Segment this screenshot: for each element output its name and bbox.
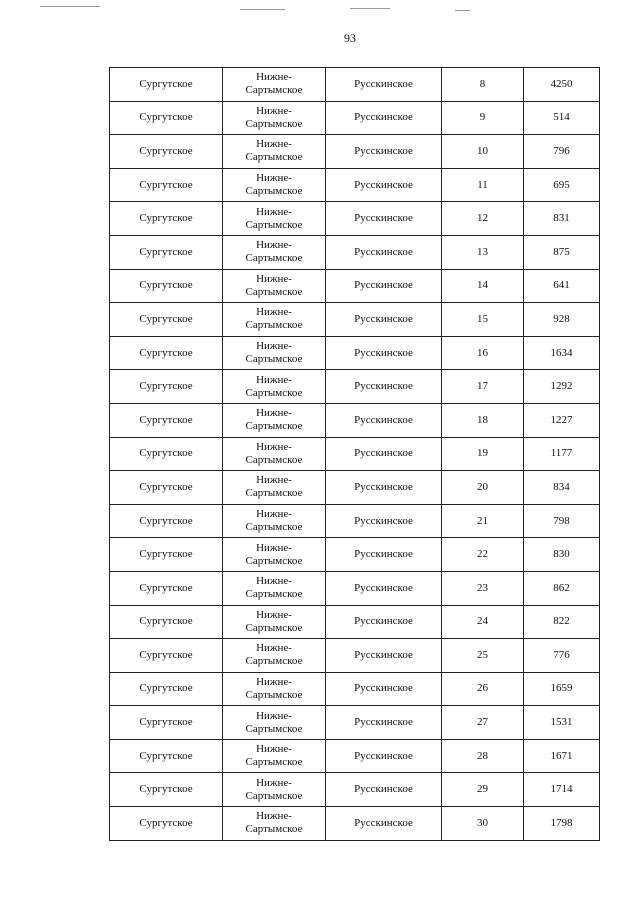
table-row: [110, 639, 600, 673]
cell-settlement: Нижне- Сартымское: [223, 807, 326, 841]
cell-area: 831: [524, 202, 600, 236]
cell-quarter: 16: [442, 336, 524, 370]
table-row: [110, 403, 600, 437]
cell-area: 1634: [524, 336, 600, 370]
cell-area: 1227: [524, 403, 600, 437]
cell-settlement: Нижне- Сартымское: [223, 269, 326, 303]
cell-area: 641: [524, 269, 600, 303]
cell-settlement: Нижне- Сартымское: [223, 235, 326, 269]
cell-settlement: Нижне- Сартымское: [223, 336, 326, 370]
cell-quarter: 27: [442, 706, 524, 740]
cell-settlement: Нижне- Сартымское: [223, 706, 326, 740]
cell-settlement: Нижне- Сартымское: [223, 471, 326, 505]
table-row: [110, 269, 600, 303]
cell-area: 862: [524, 571, 600, 605]
cell-district: Сургутское: [110, 773, 223, 807]
cell-forestry: Русскинское: [326, 739, 442, 773]
cell-quarter: 23: [442, 571, 524, 605]
scan-artifacts: [0, 0, 640, 20]
cell-quarter: 26: [442, 672, 524, 706]
cell-quarter: 11: [442, 168, 524, 202]
cell-area: 1671: [524, 739, 600, 773]
cell-district: Сургутское: [110, 571, 223, 605]
cell-quarter: 10: [442, 135, 524, 169]
table-row: [110, 303, 600, 337]
table-row: [110, 437, 600, 471]
cell-district: Сургутское: [110, 504, 223, 538]
cell-district: Сургутское: [110, 672, 223, 706]
cell-quarter: 8: [442, 68, 524, 102]
cell-quarter: 29: [442, 773, 524, 807]
cell-forestry: Русскинское: [326, 605, 442, 639]
cell-district: Сургутское: [110, 269, 223, 303]
cell-area: 1714: [524, 773, 600, 807]
cell-area: 834: [524, 471, 600, 505]
cell-forestry: Русскинское: [326, 336, 442, 370]
cell-district: Сургутское: [110, 807, 223, 841]
table-row: [110, 135, 600, 169]
cell-forestry: Русскинское: [326, 672, 442, 706]
cell-quarter: 25: [442, 639, 524, 673]
cell-quarter: 20: [442, 471, 524, 505]
cell-district: Сургутское: [110, 202, 223, 236]
cell-area: 875: [524, 235, 600, 269]
cell-area: 830: [524, 538, 600, 572]
cell-quarter: 15: [442, 303, 524, 337]
cell-quarter: 21: [442, 504, 524, 538]
cell-forestry: Русскинское: [326, 706, 442, 740]
table-row: [110, 336, 600, 370]
cell-area: 4250: [524, 68, 600, 102]
cell-forestry: Русскинское: [326, 135, 442, 169]
cell-quarter: 13: [442, 235, 524, 269]
cell-district: Сургутское: [110, 68, 223, 102]
cell-forestry: Русскинское: [326, 403, 442, 437]
cell-area: 1798: [524, 807, 600, 841]
table-row: [110, 706, 600, 740]
cell-settlement: Нижне- Сартымское: [223, 504, 326, 538]
table-row: [110, 101, 600, 135]
cell-area: 695: [524, 168, 600, 202]
cell-forestry: Русскинское: [326, 235, 442, 269]
cell-quarter: 22: [442, 538, 524, 572]
table-row: [110, 370, 600, 404]
cell-district: Сургутское: [110, 168, 223, 202]
cell-district: Сургутское: [110, 235, 223, 269]
cell-settlement: Нижне- Сартымское: [223, 370, 326, 404]
cell-settlement: Нижне- Сартымское: [223, 135, 326, 169]
cell-quarter: 17: [442, 370, 524, 404]
table-row: [110, 504, 600, 538]
cell-district: Сургутское: [110, 135, 223, 169]
cell-district: Сургутское: [110, 101, 223, 135]
cell-district: Сургутское: [110, 706, 223, 740]
cell-forestry: Русскинское: [326, 202, 442, 236]
table-row: [110, 773, 600, 807]
cell-settlement: Нижне- Сартымское: [223, 773, 326, 807]
cell-district: Сургутское: [110, 303, 223, 337]
cell-area: 776: [524, 639, 600, 673]
cell-area: 1292: [524, 370, 600, 404]
cell-district: Сургутское: [110, 471, 223, 505]
cell-forestry: Русскинское: [326, 101, 442, 135]
cell-area: 822: [524, 605, 600, 639]
table-row: [110, 68, 600, 102]
table-row: [110, 202, 600, 236]
cell-forestry: Русскинское: [326, 571, 442, 605]
table-row: [110, 168, 600, 202]
cell-forestry: Русскинское: [326, 303, 442, 337]
cell-district: Сургутское: [110, 605, 223, 639]
table-row: [110, 571, 600, 605]
cell-settlement: Нижне- Сартымское: [223, 202, 326, 236]
cell-quarter: 19: [442, 437, 524, 471]
cell-forestry: Русскинское: [326, 437, 442, 471]
cell-forestry: Русскинское: [326, 68, 442, 102]
cell-settlement: Нижне- Сартымское: [223, 168, 326, 202]
cell-area: 928: [524, 303, 600, 337]
table-row: [110, 235, 600, 269]
table-row: [110, 739, 600, 773]
cell-settlement: Нижне- Сартымское: [223, 403, 326, 437]
cell-settlement: Нижне- Сартымское: [223, 639, 326, 673]
cell-area: 796: [524, 135, 600, 169]
table-row: [110, 538, 600, 572]
cell-area: 1659: [524, 672, 600, 706]
data-table: [109, 67, 600, 841]
cell-district: Сургутское: [110, 403, 223, 437]
cell-area: 798: [524, 504, 600, 538]
cell-forestry: Русскинское: [326, 168, 442, 202]
table-row: [110, 672, 600, 706]
cell-forestry: Русскинское: [326, 504, 442, 538]
cell-settlement: Нижне- Сартымское: [223, 538, 326, 572]
table-row: [110, 605, 600, 639]
table-row: [110, 471, 600, 505]
cell-forestry: Русскинское: [326, 538, 442, 572]
cell-area: 1177: [524, 437, 600, 471]
cell-district: Сургутское: [110, 739, 223, 773]
cell-settlement: Нижне- Сартымское: [223, 437, 326, 471]
cell-forestry: Русскинское: [326, 639, 442, 673]
cell-settlement: Нижне- Сартымское: [223, 101, 326, 135]
page-number: 93: [344, 31, 356, 45]
cell-quarter: 30: [442, 807, 524, 841]
cell-quarter: 24: [442, 605, 524, 639]
cell-settlement: Нижне- Сартымское: [223, 672, 326, 706]
cell-district: Сургутское: [110, 336, 223, 370]
cell-quarter: 14: [442, 269, 524, 303]
table-row: [110, 807, 600, 841]
cell-district: Сургутское: [110, 538, 223, 572]
cell-quarter: 28: [442, 739, 524, 773]
cell-district: Сургутское: [110, 639, 223, 673]
cell-area: 1531: [524, 706, 600, 740]
cell-district: Сургутское: [110, 370, 223, 404]
cell-area: 514: [524, 101, 600, 135]
cell-settlement: Нижне- Сартымское: [223, 68, 326, 102]
cell-forestry: Русскинское: [326, 370, 442, 404]
cell-forestry: Русскинское: [326, 807, 442, 841]
table-body: [110, 68, 600, 841]
cell-quarter: 12: [442, 202, 524, 236]
cell-forestry: Русскинское: [326, 269, 442, 303]
cell-quarter: 18: [442, 403, 524, 437]
cell-quarter: 9: [442, 101, 524, 135]
cell-district: Сургутское: [110, 437, 223, 471]
cell-forestry: Русскинское: [326, 471, 442, 505]
cell-forestry: Русскинское: [326, 773, 442, 807]
cell-settlement: Нижне- Сартымское: [223, 739, 326, 773]
cell-settlement: Нижне- Сартымское: [223, 605, 326, 639]
cell-settlement: Нижне- Сартымское: [223, 571, 326, 605]
cell-settlement: Нижне- Сартымское: [223, 303, 326, 337]
